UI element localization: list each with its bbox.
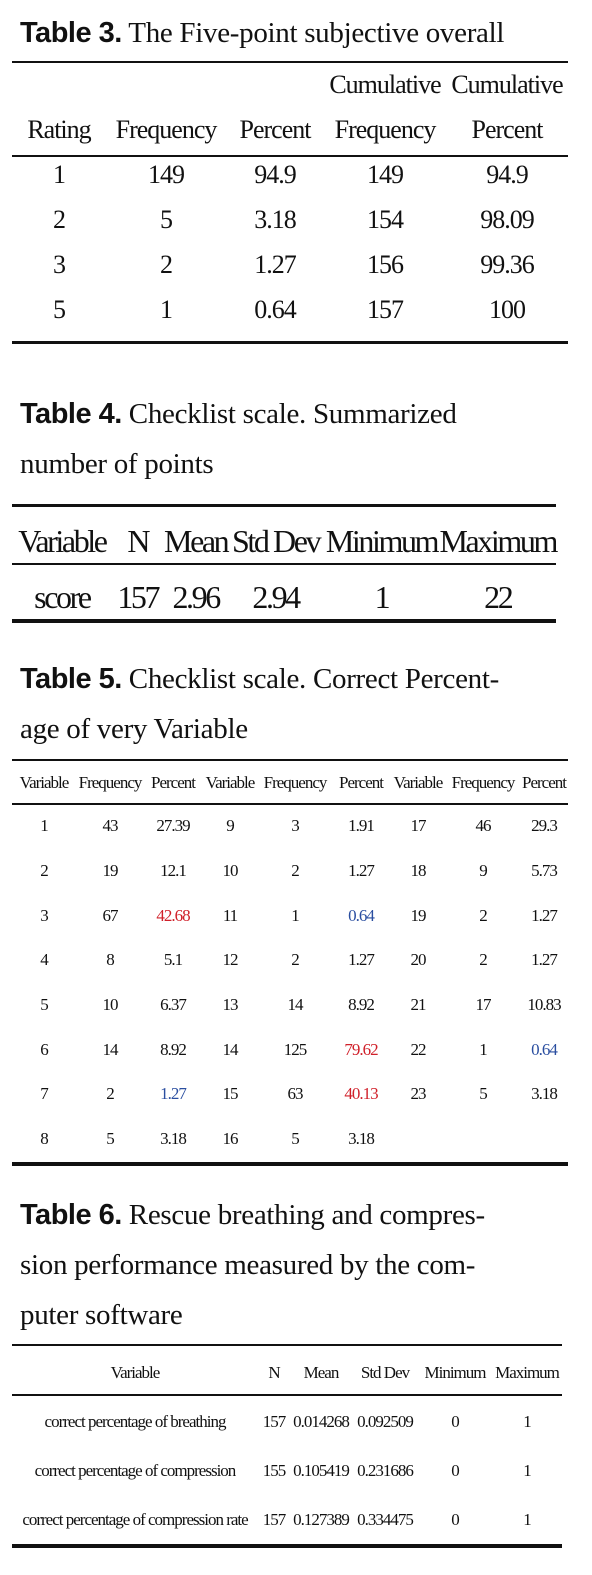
table4-cell: score [34, 578, 90, 615]
table3-row [12, 287, 568, 332]
table3-cell: 5 [160, 204, 172, 234]
table6-caption-text: Rescue breathing and compres- [128, 1199, 485, 1231]
table5-cell: 3 [291, 816, 299, 836]
table3-cell: 1 [53, 159, 65, 189]
table6-cell: 1 [523, 1411, 531, 1431]
table6-caption-text-line3: puter software [20, 1299, 183, 1331]
table6-cell: 0.014268 [293, 1411, 349, 1431]
table5-row [12, 1027, 568, 1072]
table3-caption-text: The Five-point subjective overall [128, 17, 505, 49]
table5-header-cell: Frequency [451, 773, 515, 792]
table5-cell [390, 1117, 446, 1162]
table5-cell: 17 [410, 816, 426, 836]
table4-header-cell: Mean [164, 522, 228, 559]
table4-header-cell: N [127, 522, 149, 559]
table5-cell: 22 [410, 1039, 426, 1059]
table5-cell: 11 [222, 905, 238, 925]
table4-caption-text: Checklist scale. Summarized [128, 398, 457, 430]
table5-cell: 1 [479, 1039, 487, 1059]
table3-header-row-top [12, 62, 568, 107]
table4-cell: 22 [484, 578, 512, 615]
table3-header-top-cell: Cumulative [451, 69, 563, 99]
table5-cell: 125 [283, 1039, 307, 1059]
table5-cell: 10 [222, 861, 238, 881]
table4-cell: 2.96 [172, 578, 219, 615]
table5-cell: 40.13 [344, 1084, 378, 1104]
table6-cell: 0 [451, 1411, 459, 1431]
table6-header-cell: Variable [110, 1362, 160, 1382]
table6-row [12, 1397, 562, 1446]
table5-cell: 3.18 [348, 1129, 374, 1149]
table4-caption-label: Table 4. [20, 398, 122, 430]
table6-cell: 157 [262, 1509, 286, 1529]
table5-cell: 1.27 [531, 905, 557, 925]
table5-row [12, 938, 568, 983]
table5-top-rule [12, 759, 568, 761]
table6-bottom-rule [12, 1544, 562, 1548]
table5-cell: 14 [102, 1039, 118, 1059]
table6-header-cell: Std Dev [360, 1362, 410, 1382]
table3-caption [20, 8, 578, 58]
table3-cell: 3.18 [254, 204, 296, 234]
table6-header-row [12, 1348, 562, 1397]
table4-header-cell: Minimum [325, 522, 438, 559]
table3-bottom-rule [12, 341, 568, 344]
table6-cell: 0 [451, 1460, 459, 1480]
table5-row [12, 804, 568, 849]
table5-cell: 15 [222, 1084, 238, 1104]
table5-cell: 17 [475, 995, 491, 1015]
table5-cell: 5 [291, 1129, 299, 1149]
table6-caption-label: Table 6. [20, 1199, 122, 1231]
table3-cell: 1.27 [254, 249, 296, 279]
table3-cell: 154 [367, 204, 403, 234]
table5-cell: 63 [287, 1084, 303, 1104]
table5-caption [20, 654, 578, 754]
table5-cell: 46 [475, 816, 491, 836]
table5 [12, 762, 568, 1162]
table5-cell: 5 [479, 1084, 487, 1104]
table5-cell: 0.64 [531, 1039, 557, 1059]
table5-cell: 8.92 [348, 995, 374, 1015]
table5-cell: 1 [291, 905, 299, 925]
table5-cell: 2 [40, 861, 48, 881]
table4 [12, 513, 556, 625]
table3-cell: 94.9 [254, 159, 296, 189]
table3-header-top-cell [106, 62, 226, 107]
table4-header-row [12, 513, 556, 569]
table4-cell: 157 [117, 578, 159, 615]
table3-row [12, 242, 568, 287]
table5-cell: 23 [410, 1084, 426, 1104]
table5-row [12, 983, 568, 1028]
table4-header-cell: Maximum [439, 522, 556, 559]
table5-cell: 19 [410, 905, 426, 925]
table3-row [12, 197, 568, 242]
table5-cell: 21 [410, 995, 426, 1015]
table6-top-rule [12, 1344, 562, 1346]
table6-cell: 0 [451, 1509, 459, 1529]
table5-header-row [12, 762, 568, 804]
table5-header-cell: Frequency [78, 773, 142, 792]
table3-cell: 5 [53, 294, 65, 324]
table5-cell: 27.39 [156, 816, 190, 836]
table5-cell: 79.62 [344, 1039, 378, 1059]
table3-cell: 1 [160, 294, 172, 324]
table6-caption-text-line2: sion performance measured by the com- [20, 1249, 476, 1281]
table5-row [12, 1117, 568, 1162]
table3-cell: 149 [148, 159, 184, 189]
table3-header-cell: Rating [27, 114, 91, 144]
table5-cell: 5 [106, 1129, 114, 1149]
table6-header-cell: N [268, 1362, 280, 1382]
table3-header-cell: Percent [471, 114, 543, 144]
table4-header-cell: Variable [18, 522, 106, 559]
table5-row [12, 1072, 568, 1117]
table5-cell: 8.92 [160, 1039, 186, 1059]
table3-header-cell: Frequency [334, 114, 436, 144]
table6-row [12, 1446, 562, 1495]
table5-cell: 8 [106, 950, 114, 970]
table3-header-cell: Frequency [115, 114, 217, 144]
table5-header-cell: Percent [339, 773, 383, 792]
table5-cell: 2 [106, 1084, 114, 1104]
table3-caption-label: Table 3. [20, 17, 122, 49]
table3-header-top-cell: Cumulative [329, 69, 441, 99]
table5-cell: 4 [40, 950, 48, 970]
table5-cell: 2 [291, 950, 299, 970]
table5-cell: 3.18 [160, 1129, 186, 1149]
table5-cell: 29.3 [531, 816, 557, 836]
table3-cell: 149 [367, 159, 403, 189]
table5-cell: 67 [102, 905, 118, 925]
table5-cell: 10.83 [527, 995, 561, 1015]
table4-caption-text-line2: number of points [20, 448, 214, 480]
table5-cell: 6.37 [160, 995, 186, 1015]
table6-cell: 155 [262, 1460, 286, 1480]
table5-cell: 13 [222, 995, 238, 1015]
table6-cell: 1 [523, 1460, 531, 1480]
table6-caption [20, 1190, 578, 1340]
table5-cell: 2 [291, 861, 299, 881]
table4-caption [20, 389, 578, 489]
table5-bottom-rule [12, 1162, 568, 1166]
table5-header-cell: Percent [522, 773, 566, 792]
table3-row [12, 152, 568, 197]
table5-cell: 12.1 [160, 861, 186, 881]
table5-cell: 5.1 [163, 950, 183, 970]
table6-header-cell: Maximum [495, 1362, 559, 1382]
table3-cell: 100 [489, 294, 525, 324]
table5-cell: 9 [479, 861, 487, 881]
table5-cell: 0.64 [348, 905, 374, 925]
table6-header-rule [12, 1394, 562, 1396]
table5-caption-text: Checklist scale. Correct Percent- [128, 663, 499, 695]
table6-cell: correct percentage of compression [34, 1460, 236, 1480]
table6-cell: 0.231686 [357, 1460, 413, 1480]
table3-cell: 2 [53, 204, 65, 234]
table5-row [12, 893, 568, 938]
table5-cell: 12 [222, 950, 238, 970]
table4-row [12, 569, 556, 625]
table5-cell: 3.18 [531, 1084, 557, 1104]
table5-cell: 3 [40, 905, 48, 925]
table6-cell: 0.127389 [293, 1509, 349, 1529]
table3-cell: 2 [160, 249, 172, 279]
table5-cell: 2 [479, 950, 487, 970]
table3-header-top-cell [12, 62, 106, 107]
table5-cell: 1 [40, 816, 48, 836]
table3-cell: 156 [367, 249, 403, 279]
table3-header-top-cell [226, 62, 324, 107]
table5-cell [446, 1117, 520, 1162]
table6-header-cell: Minimum [424, 1362, 486, 1382]
table5-caption-text-line2: age of very Variable [20, 713, 248, 745]
table6-header-cell: Mean [303, 1362, 339, 1382]
table5-cell: 14 [222, 1039, 238, 1059]
table5-cell: 5.73 [531, 861, 557, 881]
table3-cell: 98.09 [480, 204, 534, 234]
table3-header-cell: Percent [239, 114, 311, 144]
table6-cell: 1 [523, 1509, 531, 1529]
table5-cell: 42.68 [156, 905, 190, 925]
table6-cell: correct percentage of compression rate [22, 1509, 248, 1529]
table3-cell: 3 [53, 249, 65, 279]
table5-cell: 14 [287, 995, 303, 1015]
table5-cell: 1.27 [348, 861, 374, 881]
table5-cell: 8 [40, 1129, 48, 1149]
table4-header-cell: Std Dev [231, 522, 320, 559]
table6-row [12, 1495, 562, 1544]
table5-cell: 1.27 [531, 950, 557, 970]
table5-cell: 19 [102, 861, 118, 881]
table6-cell: 0.334475 [357, 1509, 413, 1529]
table5-cell: 9 [226, 816, 234, 836]
table5-cell: 1.27 [348, 950, 374, 970]
table4-cell: 2.94 [252, 578, 299, 615]
table5-cell: 6 [40, 1039, 48, 1059]
table5-cell: 18 [410, 861, 426, 881]
table3-header-rule [12, 155, 568, 157]
table3-header-row [12, 107, 568, 152]
table5-header-cell: Percent [151, 773, 195, 792]
table5-cell: 5 [40, 995, 48, 1015]
table3-cell: 0.64 [254, 294, 296, 324]
table5-row [12, 849, 568, 894]
table5-cell: 1.27 [160, 1084, 186, 1104]
table5-cell [520, 1117, 568, 1162]
table6-cell: correct percentage of breathing [44, 1411, 226, 1431]
table3-cell: 157 [367, 294, 403, 324]
table4-cell: 1 [374, 578, 389, 615]
table3-cell: 99.36 [480, 249, 534, 279]
table4-bottom-rule [12, 619, 556, 623]
table5-cell: 20 [410, 950, 426, 970]
table5-cell: 10 [102, 995, 118, 1015]
table5-header-cell: Variable [393, 773, 443, 792]
table5-header-cell: Variable [205, 773, 255, 792]
table5-header-cell: Variable [19, 773, 69, 792]
table5-caption-label: Table 5. [20, 663, 122, 695]
table4-header-rule [12, 563, 556, 565]
table4-top-rule [12, 504, 556, 507]
table6 [12, 1348, 562, 1544]
table5-cell: 2 [479, 905, 487, 925]
table6-cell: 157 [262, 1411, 286, 1431]
table3-cell: 94.9 [486, 159, 528, 189]
table5-cell: 1.91 [348, 816, 374, 836]
table5-header-rule [12, 803, 568, 805]
table3 [12, 62, 568, 332]
table5-header-cell: Frequency [263, 773, 327, 792]
table5-cell: 7 [40, 1084, 48, 1104]
table5-cell: 43 [102, 816, 118, 836]
table5-cell: 16 [222, 1129, 238, 1149]
table6-cell: 0.092509 [357, 1411, 413, 1431]
table6-cell: 0.105419 [293, 1460, 349, 1480]
